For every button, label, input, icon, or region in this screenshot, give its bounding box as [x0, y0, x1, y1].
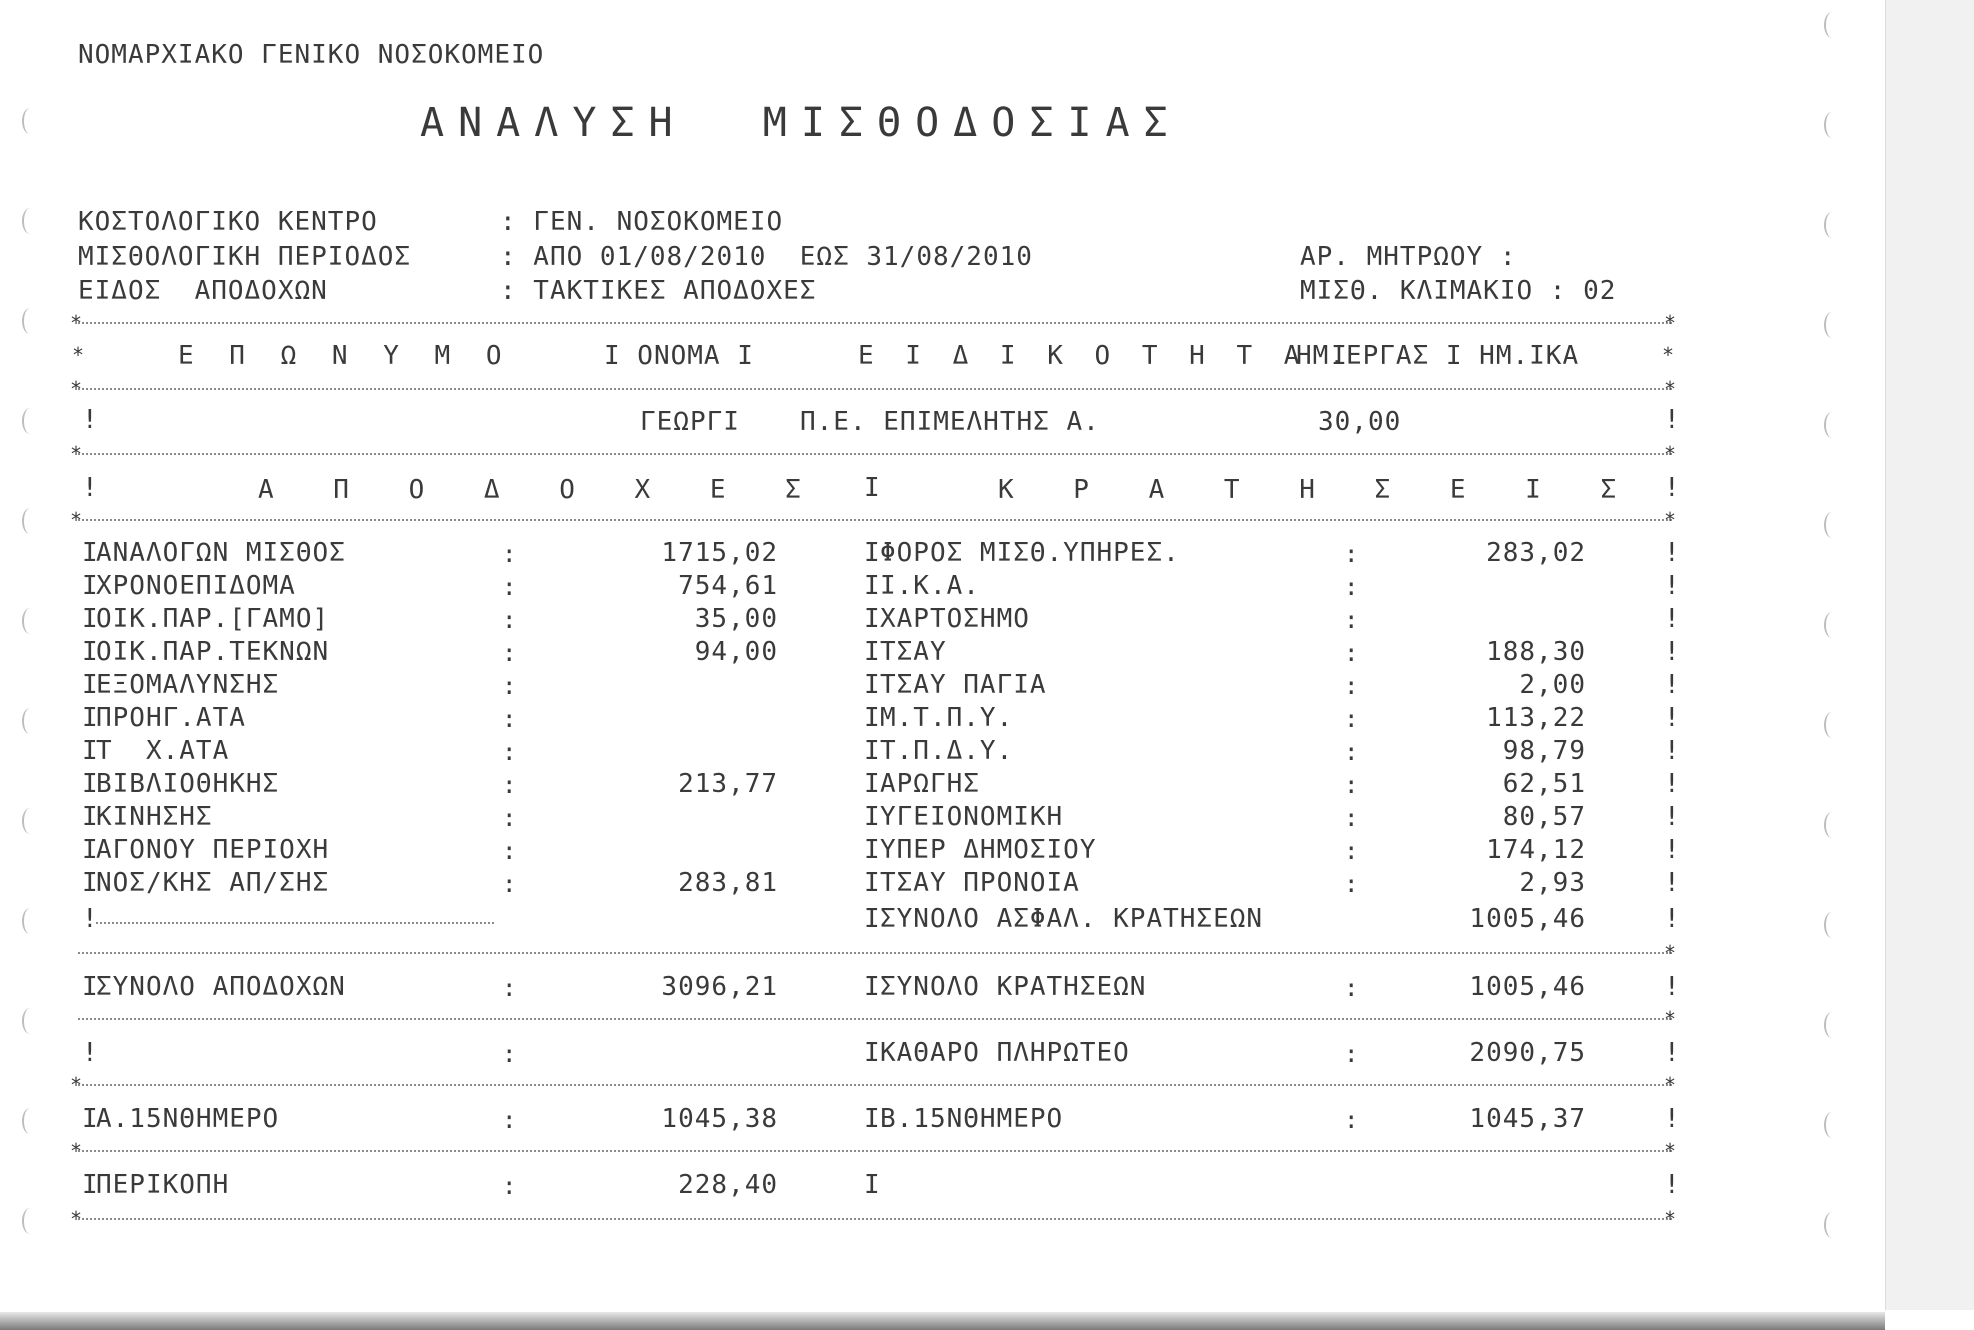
- deduction-label: ΥΓΕΙΟΝΟΜΙΚΗ: [880, 802, 1064, 832]
- colon: :: [502, 639, 517, 667]
- row-bar: I: [864, 604, 881, 634]
- total-deductions-value: 1005,46: [1469, 972, 1586, 1002]
- row-bar: I: [82, 835, 99, 865]
- net-pay-value: 2090,75: [1469, 1038, 1586, 1068]
- colon: :: [502, 1172, 517, 1200]
- feed-hole-icon: [1824, 1112, 1840, 1138]
- colon: :: [1344, 672, 1359, 700]
- feed-hole-icon: [22, 208, 38, 234]
- earnings-label: ΠΡΟΗΓ.ΑΤΑ: [96, 703, 246, 733]
- rule-star: *: [1664, 442, 1677, 466]
- earnings-value: 213,77: [678, 769, 778, 799]
- deduction-value: 98,79: [1502, 736, 1586, 766]
- total-earnings-label: ΣΥΝΟΛΟ ΑΠΟΔΟΧΩΝ: [96, 972, 346, 1002]
- rule-star: *: [1664, 1007, 1677, 1031]
- feed-hole-icon: [22, 1208, 38, 1234]
- rule-8: [78, 1150, 1672, 1152]
- rule-3: [78, 453, 1672, 455]
- row-bar: !: [1664, 1104, 1681, 1134]
- rule-star: *: [70, 1073, 83, 1097]
- row-bar: I: [82, 868, 99, 898]
- row-bar: I: [82, 972, 99, 1002]
- scale-label: ΜΙΣΘ. ΚΛΙΜΑΚΙΟ : 02: [1300, 276, 1617, 306]
- row-bar: !: [1664, 835, 1681, 865]
- rule-star: *: [1664, 311, 1677, 335]
- colon: :: [502, 1040, 517, 1068]
- row-bar: I: [82, 571, 99, 601]
- row-bar: !: [1664, 670, 1681, 700]
- colon: :: [1344, 804, 1359, 832]
- scanner-edge-shadow: [0, 1312, 1885, 1330]
- cost-center-value: : ΓΕΝ. ΝΟΣΟΚΟΜΕΙΟ: [500, 207, 784, 237]
- specialty-header: Ε Ι Δ Ι Κ Ο Τ Η Τ Α I: [858, 341, 1355, 371]
- earnings-label: ΝΟΣ/ΚΗΣ ΑΠ/ΣΗΣ: [96, 868, 330, 898]
- colon: :: [502, 771, 517, 799]
- row-bar: !: [1664, 904, 1681, 934]
- surname-header: Ε Π Ω Ν Υ Μ Ο: [178, 341, 512, 371]
- person-specialty: Π.Ε. ΕΠΙΜΕΛΗΤΗΣ Α.: [800, 407, 1100, 437]
- earnings-label: ΒΙΒΛΙΟΘΗΚΗΣ: [96, 769, 280, 799]
- colon: :: [502, 573, 517, 601]
- column-bar: !: [82, 405, 98, 435]
- earnings-value: 1715,02: [661, 538, 778, 568]
- deductions-header: Κ Ρ Α Τ Η Σ Ε Ι Σ: [998, 475, 1639, 505]
- earnings-label: ΟΙΚ.ΠΑΡ.ΤΕΚΝΩΝ: [96, 637, 330, 667]
- rule-star: *: [70, 1207, 83, 1231]
- column-bar: !: [1664, 405, 1680, 435]
- row-bar: I: [864, 802, 881, 832]
- colon: :: [1344, 738, 1359, 766]
- row-bar: I: [82, 1104, 99, 1134]
- cut-label: ΠΕΡΙΚΟΠΗ: [96, 1170, 230, 1200]
- row-bar: I: [82, 637, 99, 667]
- colon: :: [502, 974, 517, 1002]
- row-bar: !: [1664, 538, 1681, 568]
- row-bar: I: [864, 1104, 881, 1134]
- row-bar: I: [864, 769, 881, 799]
- row-bar: !: [1664, 604, 1681, 634]
- deduction-label: ΦΟΡΟΣ ΜΙΣΘ.ΥΠΗΡΕΣ.: [880, 538, 1180, 568]
- cost-center-label: ΚΟΣΤΟΛΟΓΙΚΟ ΚΕΝΤΡΟ: [78, 207, 378, 237]
- deduction-value: 188,30: [1486, 637, 1586, 667]
- row-bar: I: [82, 703, 99, 733]
- rule-star: *: [1664, 1207, 1677, 1231]
- scanner-margin: [1885, 0, 1974, 1310]
- column-bar: I: [864, 473, 880, 503]
- row-bar: !: [1664, 1038, 1681, 1068]
- document-title: ΑΝΑΛΥΣΗ ΜΙΣΘΟΔΟΣΙΑΣ: [420, 100, 1182, 146]
- feed-hole-icon: [22, 408, 38, 434]
- deduction-label: ΑΡΩΓΗΣ: [880, 769, 980, 799]
- colon: :: [502, 870, 517, 898]
- row-bar: !: [1664, 736, 1681, 766]
- row-bar: I: [864, 736, 881, 766]
- earnings-header: Α Π Ο Δ Ο Χ Ε Σ: [258, 475, 823, 505]
- feed-hole-icon: [1824, 712, 1840, 738]
- feed-hole-icon: [22, 308, 38, 334]
- rule-star: *: [1664, 1139, 1677, 1163]
- deduction-label: ΤΣΑΥ ΠΡΟΝΟΙΑ: [880, 868, 1080, 898]
- colon: :: [1344, 771, 1359, 799]
- cut-value: 228,40: [678, 1170, 778, 1200]
- feed-hole-icon: [1824, 612, 1840, 638]
- first-half-label: Α.15ΝΘΗΜΕΡΟ: [96, 1104, 280, 1134]
- rule-star: *: [70, 377, 83, 401]
- row-bar: I: [82, 1170, 99, 1200]
- feed-hole-icon: [22, 908, 38, 934]
- rule-6: [78, 1018, 1672, 1020]
- colon: :: [1344, 870, 1359, 898]
- deduction-label: ΤΣΑΥ: [880, 637, 947, 667]
- deduction-value: 62,51: [1502, 769, 1586, 799]
- row-bar: I: [864, 637, 881, 667]
- row-bar: I: [864, 670, 881, 700]
- second-half-label: Β.15ΝΘΗΜΕΡΟ: [880, 1104, 1064, 1134]
- feed-hole-icon: [1824, 112, 1840, 138]
- row-bar: !: [1664, 769, 1681, 799]
- feed-hole-icon: [22, 808, 38, 834]
- earnings-value: 283,81: [678, 868, 778, 898]
- row-bar: I: [864, 571, 881, 601]
- person-name: ΓΕΩΡΓΙ: [640, 407, 740, 437]
- colon: :: [502, 606, 517, 634]
- earnings-label: ΑΝΑΛΟΓΩΝ ΜΙΣΘΟΣ: [96, 538, 346, 568]
- feed-hole-icon: [22, 508, 38, 534]
- feed-hole-icon: [22, 1108, 38, 1134]
- feed-hole-icon: [1824, 412, 1840, 438]
- net-pay-label: ΚΑΘΑΡΟ ΠΛΗΡΩΤΕΟ: [880, 1038, 1130, 1068]
- earnings-label: Τ Χ.ΑΤΑ: [96, 736, 230, 766]
- feed-hole-icon: [1824, 512, 1840, 538]
- name-header: I ΟΝΟΜΑ I: [604, 341, 754, 371]
- column-bar: !: [82, 473, 98, 503]
- deduction-label: Τ.Π.Δ.Υ.: [880, 736, 1014, 766]
- row-bar: !: [1664, 571, 1681, 601]
- colon: :: [1344, 837, 1359, 865]
- column-bar: !: [1664, 473, 1680, 503]
- row-bar: I: [82, 670, 99, 700]
- deduction-value: 113,22: [1486, 703, 1586, 733]
- period-value: : ΑΠΟ 01/08/2010 ΕΩΣ 31/08/2010: [500, 242, 1033, 272]
- feed-hole-icon: [1824, 1212, 1840, 1238]
- deduction-label: ΥΠΕΡ ΔΗΜΟΣΙΟΥ: [880, 835, 1097, 865]
- feed-hole-icon: [1824, 812, 1840, 838]
- person-workdays: 30,00: [1318, 407, 1402, 437]
- rule-4: [78, 519, 1672, 521]
- row-star: *: [72, 343, 85, 367]
- rule-1: [78, 322, 1672, 324]
- earnings-value: 94,00: [694, 637, 778, 667]
- total-earnings-value: 3096,21: [661, 972, 778, 1002]
- first-half-value: 1045,38: [661, 1104, 778, 1134]
- total-deductions-label: ΣΥΝΟΛΟ ΚΡΑΤΗΣΕΩΝ: [880, 972, 1147, 1002]
- second-half-value: 1045,37: [1469, 1104, 1586, 1134]
- feed-hole-icon: [22, 108, 38, 134]
- row-bar: !: [1664, 802, 1681, 832]
- rule-star: *: [1664, 1073, 1677, 1097]
- deduction-value: 174,12: [1486, 835, 1586, 865]
- feed-hole-icon: [1824, 312, 1840, 338]
- deduction-label: Μ.Τ.Π.Υ.: [880, 703, 1014, 733]
- colon: :: [1344, 974, 1359, 1002]
- deduction-label: ΧΑΡΤΟΣΗΜΟ: [880, 604, 1030, 634]
- earnings-label: ΑΓΟΝΟΥ ΠΕΡΙΟΧΗ: [96, 835, 330, 865]
- rule-5: [78, 952, 1672, 954]
- feed-hole-icon: [1824, 12, 1840, 38]
- earnings-label: ΚΙΝΗΣΗΣ: [96, 802, 213, 832]
- colon: :: [502, 1106, 517, 1134]
- row-bar: !: [1664, 703, 1681, 733]
- row-bar: I: [864, 868, 881, 898]
- colon: :: [502, 837, 517, 865]
- deduction-value: 283,02: [1486, 538, 1586, 568]
- registry-label: ΑΡ. ΜΗΤΡΩΟΥ :: [1300, 242, 1517, 272]
- deduction-label: ΣΥΝΟΛΟ ΑΣΦΑΛ. ΚΡΑΤΗΣΕΩΝ: [880, 904, 1264, 934]
- rule-star: *: [70, 311, 83, 335]
- deduction-value: 80,57: [1502, 802, 1586, 832]
- colon: :: [1344, 1040, 1359, 1068]
- row-bar: I: [864, 835, 881, 865]
- earnings-label: ΟΙΚ.ΠΑΡ.[ΓΑΜΟ]: [96, 604, 330, 634]
- deduction-value: 2,93: [1519, 868, 1586, 898]
- colon: :: [1344, 606, 1359, 634]
- row-bar: !: [1664, 637, 1681, 667]
- earnings-value: 35,00: [694, 604, 778, 634]
- row-bar: !: [82, 904, 99, 934]
- colon: :: [1344, 1106, 1359, 1134]
- row-bar: I: [82, 538, 99, 568]
- deduction-label: Ι.Κ.Α.: [880, 571, 980, 601]
- feed-hole-icon: [1824, 1012, 1840, 1038]
- rule-star: *: [70, 442, 83, 466]
- row-bar: I: [82, 802, 99, 832]
- colon: :: [1344, 573, 1359, 601]
- row-bar: I: [864, 972, 881, 1002]
- deduction-value: 2,00: [1519, 670, 1586, 700]
- row-bar: I: [864, 1170, 881, 1200]
- rule-star: *: [70, 1139, 83, 1163]
- earnings-value: 754,61: [678, 571, 778, 601]
- deduction-label: ΤΣΑΥ ΠΑΓΙΑ: [880, 670, 1047, 700]
- colon: :: [502, 672, 517, 700]
- earnings-label: ΕΞΟΜΑΛΥΝΣΗΣ: [96, 670, 280, 700]
- rule-9: [78, 1218, 1672, 1220]
- rule-star: *: [70, 508, 83, 532]
- row-bar: I: [82, 604, 99, 634]
- rule-star: *: [1664, 941, 1677, 965]
- rule-star: *: [1664, 377, 1677, 401]
- colon: :: [502, 540, 517, 568]
- row-bar: I: [864, 1038, 881, 1068]
- rule-7: [78, 1084, 1672, 1086]
- deduction-value: 1005,46: [1469, 904, 1586, 934]
- earnings-type-value: : ΤΑΚΤΙΚΕΣ ΑΠΟΔΟΧΕΣ: [500, 276, 817, 306]
- row-bar: I: [864, 538, 881, 568]
- feed-hole-icon: [1824, 212, 1840, 238]
- period-label: ΜΙΣΘΟΛΟΓΙΚΗ ΠΕΡΙΟΔΟΣ: [78, 242, 412, 272]
- row-bar: !: [82, 1038, 99, 1068]
- row-bar: I: [864, 904, 881, 934]
- row-bar: I: [82, 769, 99, 799]
- colon: :: [1344, 705, 1359, 733]
- earnings-type-label: ΕΙΔΟΣ ΑΠΟΔΟΧΩΝ: [78, 276, 328, 306]
- rule-2: [78, 388, 1672, 390]
- colon: :: [502, 738, 517, 766]
- rule-star: *: [1664, 508, 1677, 532]
- earnings-subrule: [96, 922, 494, 924]
- row-bar: I: [864, 703, 881, 733]
- row-bar: !: [1664, 868, 1681, 898]
- colon: :: [502, 804, 517, 832]
- feed-hole-icon: [22, 608, 38, 634]
- colon: :: [502, 705, 517, 733]
- row-star: *: [1662, 343, 1675, 367]
- colon: :: [1344, 540, 1359, 568]
- hospital-name: ΝΟΜΑΡΧΙΑΚΟ ΓΕΝΙΚΟ ΝΟΣΟΚΟΜΕΙΟ: [78, 40, 545, 70]
- earnings-label: ΧΡΟΝΟΕΠΙΔΟΜΑ: [96, 571, 296, 601]
- row-bar: !: [1664, 972, 1681, 1002]
- feed-hole-icon: [22, 1008, 38, 1034]
- row-bar: !: [1664, 1170, 1681, 1200]
- row-bar: I: [82, 736, 99, 766]
- workdays-header: ΗΜ.ΕΡΓΑΣ I ΗΜ.ΙΚΑ: [1296, 341, 1580, 371]
- colon: :: [1344, 639, 1359, 667]
- feed-hole-icon: [1824, 912, 1840, 938]
- feed-hole-icon: [22, 708, 38, 734]
